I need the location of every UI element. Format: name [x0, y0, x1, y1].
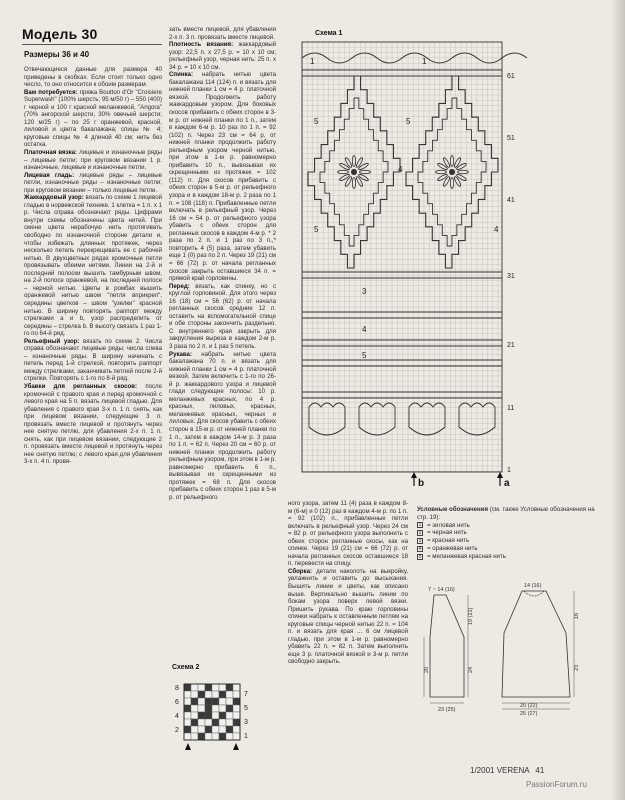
dim-body-bottom: 20 (22)	[520, 703, 538, 709]
legend-item	[417, 545, 602, 553]
scheme2-cell	[191, 691, 198, 698]
scheme2-cell	[219, 726, 226, 733]
scheme2-cell	[184, 712, 191, 719]
scheme2-row-number: 8	[175, 685, 179, 692]
scheme2-cell	[233, 712, 240, 719]
scheme2-cell	[212, 698, 219, 705]
legend-swatch: 3	[418, 538, 422, 545]
scheme2-cell	[226, 726, 233, 733]
scheme1-row-number: 21	[507, 342, 515, 349]
scheme1-flower-center	[351, 169, 357, 175]
paragraph	[169, 41, 276, 71]
sizes-heading: Размеры 36 и 40	[24, 50, 90, 59]
legend-swatch: 1	[418, 522, 422, 529]
scheme2-cell	[226, 719, 233, 726]
scheme2-cell	[184, 726, 191, 733]
scheme1-arrow-head	[497, 472, 503, 478]
scheme1-row-number: 11	[507, 405, 515, 412]
scheme1-color-code: 1	[310, 57, 315, 66]
scheme2-cell	[219, 733, 226, 740]
paragraph	[24, 66, 162, 89]
paragraph-text: зать вместе лицевой, для убавления 2-х п. 3 п. провязать вместе лицевой.	[169, 26, 276, 41]
scheme2-cell	[205, 733, 212, 740]
dim-body-raglan: 16	[574, 612, 580, 619]
scheme1-flower-petal	[436, 170, 447, 173]
scheme2-cell	[219, 691, 226, 698]
scheme1-flower-petal	[355, 176, 363, 187]
scheme2-cell	[205, 726, 212, 733]
paragraph-text: вязать по схеме 2. Числа справа обозначают лицевые ряды; числа слева – изнаночные ряды. В ширину начинать с петель перед 1-й стрелкой, повторять раппорт между стрелками, заканчивать петлей после 2-й стрелки. Повторять с 1-го по 8-й ряд.	[24, 337, 162, 383]
scheme1-flower-petal	[458, 170, 469, 173]
scheme2-cell	[205, 691, 212, 698]
paragraph-text: Отвечающиеся данные для размера 40 приведены в скобках. Если стоит только одно число, то оно относится к обоим размерам.	[24, 66, 162, 89]
legend-subtitle: (см. также Условные обозначения на стр. 19):	[417, 506, 595, 521]
instructions-column-2	[169, 26, 276, 648]
scheme2-cell	[233, 698, 240, 705]
legend-item	[417, 522, 602, 530]
scheme1-color-code: 5	[314, 225, 319, 234]
paragraph-heading: Спинка:	[169, 71, 193, 79]
paragraph	[169, 71, 276, 282]
scheme2-arrow	[233, 743, 239, 750]
scheme2-cell	[184, 733, 191, 740]
scheme2-cell	[198, 726, 205, 733]
scheme1-flower-petal	[442, 176, 450, 187]
paragraph	[24, 172, 162, 195]
scheme2-cell	[212, 691, 219, 698]
scheme2-cell	[198, 712, 205, 719]
paragraph-heading: Убавки для регланных скосов:	[24, 382, 138, 390]
scheme1-row-number: 51	[507, 135, 515, 142]
paragraph-heading: Лицевая гладь:	[24, 171, 75, 179]
legend-label: = зиловая нить	[427, 521, 470, 529]
scheme2-cell	[198, 691, 205, 698]
scheme2-row-number: 3	[244, 719, 248, 726]
legend-label: = оранжевая нить	[427, 544, 478, 552]
scheme2-cell	[233, 691, 240, 698]
dim-sleeve-raglan: 19 (21)	[468, 607, 474, 625]
scheme2-cell	[191, 712, 198, 719]
scheme1-row-number: 61	[507, 73, 515, 80]
scheme1-flower-petal	[450, 178, 453, 189]
paragraph-text: набрать нитью цвета бакалажана 114 (124) п. и вязать для нижней планки 1 см = 4 р. платочной вязкой. Продолжить работу жаккардовым узором. Для боковых скосов прибавить с обеих сторон в 3-м р. от нижней планки по 1 п., затем в каждом 6-м р. 10 раз по 1 п. = 92 (102) п. Через 23 см = 64 р. от нижней планки продолжить работу рельефным узором черной нитью, при этом в 1-м р. равномерно прибавить 10 п., вывязывая их скрещенными из протяжек = 102 (112) п. Для скосов прибавить с обеих сторон в 5-м р. от рельефного узора и в каждом 18-м р. 2 раза по 1 п. = 108 (118) п. Прибавленные петли включать в рельефный узор. Через 16 см = 54 р. от рельефного узора убавить с обеих сторон для регланных скосов в каждом 4-м р. * 2 раза по 2 п. и 1 раз по 3 п.,* повторить 4 (5) раза, затем убавить еще 1 (0) раз по 2 п. Через 19 (21) см = 66 (72) р. от начала регланных скосов закрыть оставшиеся 34 п. = прямой край горловины.	[169, 71, 276, 283]
scheme2-cell	[226, 705, 233, 712]
scheme1-flower-center	[449, 169, 455, 175]
paragraph	[169, 26, 276, 41]
legend	[417, 506, 602, 561]
paragraph	[24, 383, 162, 466]
dim-body-lower: 23	[574, 664, 580, 671]
paragraph-text: жаккардовый узор: 22,5 п. х 27,5 р. = 10 х 10 см; рельефный узор, черная нить: 25 п. х 34 р. = 10 х 10 см.	[169, 41, 276, 71]
scheme1-flower-petal	[450, 156, 453, 167]
scheme2-cell	[198, 705, 205, 712]
scheme2-cell	[226, 684, 233, 691]
paragraph-heading: Вам потребуется:	[24, 88, 78, 96]
legend-item	[417, 529, 602, 537]
paragraph	[288, 500, 408, 568]
scheme2-cell	[233, 705, 240, 712]
dim-sleeve-relief: 24	[468, 666, 474, 673]
scheme2-row-number: 7	[244, 691, 248, 698]
legend-label: = красная нить	[427, 537, 470, 545]
paragraph	[24, 149, 162, 172]
paragraph-text: вязать, как спинку, но с круглой горловиной. Для этого через 16 (18) см = 56 (62) р. от начала регланных скосов средние 12 п. оставить на вспомогательной спице и обе стороны закончить раздельно. С внутреннего края закрыть для закругления выреза в каждом 2-м р. 3 раза по 2 п. и 1 раз 5 петель.	[169, 282, 276, 350]
dim-sleeve-bottom: 23 (25)	[438, 707, 456, 713]
paragraph-text: ного узора, затем 11 (4) раза в каждом 8-м (6-м) и 0 (12) раз в каждом 4-м р. по 1 п. = 92 (102) п., прибавленные петли включать в рельефный узор. Через 24 см = 82 р. от рельефного узора выполнить с обеих сторон регланные скосы, как на спинке. Через 19 (21) см = 66 (72) р. от начала регланных скосов оставшиеся 18 п. перевести на спицу.	[288, 500, 408, 568]
legend-items	[417, 522, 602, 561]
instructions-column-3	[288, 500, 408, 758]
dim-sleeve-lower: 20	[424, 666, 430, 673]
scheme2-cell	[191, 705, 198, 712]
scheme2-cell	[198, 733, 205, 740]
paragraph-text: после кромочной с правого края и перед кромочной с левого края на 5 п. вязать лицевой гладью. Для убавления с правого края 3-х п. 1 п. снять, как при лицевом вязании, следующие 3 п. провязать вместе лицевой и протянуть через нее снятую петлю, для убавления 2-х п. 1 п. снять, как при лицевом вязании, следующие 2 п. провязать вместе лицевой и протянуть через нее снятую петлю; с левого края для убавления 3-х п. 4 п. провя-	[24, 382, 162, 466]
scheme2-cell	[212, 719, 219, 726]
paragraph-heading: Жаккардовый узор:	[24, 194, 84, 202]
scheme2-cell	[212, 705, 219, 712]
paragraph-heading: Платочная вязка:	[24, 149, 78, 157]
scheme1-color-code: 5	[362, 351, 367, 360]
scheme2-cell	[226, 733, 233, 740]
scheme2-cell	[191, 698, 198, 705]
scheme1-color-code: 4	[398, 165, 403, 174]
scheme2-cell	[219, 712, 226, 719]
scheme1-arrow-head	[411, 472, 417, 478]
scheme1-row-number: 1	[507, 467, 511, 474]
scheme2-cell	[205, 712, 212, 719]
scheme2-row-number: 5	[244, 705, 248, 712]
scheme2-cell	[184, 705, 191, 712]
page-number: 41	[535, 766, 545, 775]
dim-body-top: 14 (16)	[524, 583, 542, 589]
scheme2-cell	[226, 712, 233, 719]
scheme2-row-number: 1	[244, 733, 248, 740]
scheme2-cell	[219, 719, 226, 726]
paragraph	[288, 568, 408, 666]
page-footer	[470, 766, 544, 775]
legend-item	[417, 537, 602, 545]
scheme2-cell	[219, 684, 226, 691]
dim-body-bottom-2: 25 (27)	[520, 711, 538, 717]
dim-sleeve-top: 7 ~ 14 (16)	[428, 587, 455, 593]
scheme2-cell	[191, 726, 198, 733]
paragraph-heading: Сборка:	[288, 567, 312, 575]
paragraph	[169, 283, 276, 351]
legend-item	[417, 553, 602, 561]
scheme2-cell	[205, 705, 212, 712]
paragraph-heading: Плотность вязания:	[169, 41, 234, 49]
scheme2-cell	[219, 705, 226, 712]
paragraph-text: лицевые и изнаночные ряды – лицевые петли; при круговом вязании 1 р. изнаночные, лицевые и изнаночные петли.	[24, 149, 162, 172]
scheme2-cell	[205, 719, 212, 726]
paragraph-text: пряжа Boutton d'Or "Croisiere Superwash" (100% шерсть; 95 м/50 г) – 550 (400) г черной и 100 г красной меланжевой, "Angora" (70% ангорской шерсти, 30% овечьей шерсти; 120 м/25 г) – по 25 г оранжевой, красной, лиловой и цвета бакалажана; спицы № 4; круговые спицы № 4 длиной 40 см; нить без остатка.	[24, 88, 162, 149]
paragraph-heading: Рельефный узор:	[24, 337, 80, 345]
scheme1-color-code: 1	[422, 57, 427, 66]
scheme2-cell	[191, 719, 198, 726]
scheme2-cell	[198, 698, 205, 705]
scheme1-flower-petal	[453, 176, 461, 187]
scheme2-cell	[212, 733, 219, 740]
scheme1-color-code: 4	[494, 225, 499, 234]
scheme2-cell	[212, 712, 219, 719]
body-outline	[502, 591, 570, 697]
scheme2-cell	[198, 719, 205, 726]
model-title: Модель 30	[22, 26, 98, 42]
paragraph-text: детали наколоть на выкройку, увлажнить и оставить до высыхания. Вышить линии и цветы, как описано выше. Вертикально вышить линии по бокам узора поверх левой вязки. Пришить рукава. По краю горловины спинки набрать к оставленным петлям на круговые спицы черной нитью 22 п. = 104 п. и вязать для края ... 6 см лицевой гладью, при этом в 1-м р. равномерно убавить 22 п. = 82 п. Затем выполнить еще 3 р. платочной вязкой и 3-м р. петли свободно закрыть.	[288, 567, 408, 666]
legend-swatch: 4	[418, 545, 422, 552]
scheme2-cell	[233, 684, 240, 691]
paragraph	[169, 351, 276, 502]
scheme2-row-number: 4	[175, 713, 179, 720]
scheme2-cell	[226, 698, 233, 705]
watermark: PassionForum.ru	[526, 780, 587, 789]
scheme2-cell	[226, 691, 233, 698]
scheme2-cell	[205, 684, 212, 691]
scheme2-row-number: 6	[175, 699, 179, 706]
scheme2-cell	[191, 733, 198, 740]
scheme1-row-number: 31	[507, 273, 515, 280]
scheme2-cell	[198, 684, 205, 691]
issue-label: 1/2001 VERENA	[470, 766, 530, 775]
paragraph-heading: Перед:	[169, 282, 190, 290]
neckline	[524, 591, 544, 596]
scheme1-color-code: 5	[406, 117, 411, 126]
scheme1-row-number: 41	[507, 197, 515, 204]
scheme1-flower-petal	[344, 176, 352, 187]
scheme2-row-number: 2	[175, 727, 179, 734]
paragraph-text: набрать нитью цвета бакалажана 70 п. и вязать для нижней планки 1 см = 4 р. платочной вязкой. Затем включить с 1-го по 26-й р. жаккардового узора и лицевой глади следующие полосы: 10 р. меланжевых красных, по 4 р. красных, лиловых, красных, меланжевых красных, черных и лиловых. Для скосов убавить с обеих сторон в 15-м р. от нижней планки по 1 п., затем в каждом 14-м р. 3 раза по 1 п. = 62 п. Через 20 см = 60 р. от нижней планки продолжить работу рельефным узором, при этом в 1-м р. равномерно прибавить 6 п., вывязывая их скрещенными из протяжек = 68 п. Для скосов прибавить с обеих сторон 1 раз в 5-м р. от рельефного	[169, 350, 276, 501]
scheme2-label: Схема 2	[172, 664, 200, 671]
scheme2-arrow	[185, 743, 191, 750]
scheme1-arrow-label: a	[504, 478, 510, 489]
scheme2-cell	[233, 719, 240, 726]
scheme2-cell	[233, 726, 240, 733]
legend-swatch: 5	[418, 553, 422, 560]
scheme1-flower-petal	[360, 170, 371, 173]
scheme2-cell	[184, 698, 191, 705]
scheme2-cell	[191, 684, 198, 691]
scheme2-cell	[212, 726, 219, 733]
scheme2-cell	[184, 691, 191, 698]
scheme2-chart	[170, 674, 260, 766]
scheme1-label: Схема 1	[315, 30, 343, 37]
scheme1-chart	[296, 38, 616, 498]
legend-label: = меланжевая красная нить	[427, 552, 506, 560]
scheme1-color-code: 5	[314, 117, 319, 126]
scheme2-cell	[184, 719, 191, 726]
paragraph-text: вязать по схеме 1 лицевой гладью в норвежской технике. 1 клетка = 1 п. х 1 р. Числа справа обозначают ряды. Цифрами внутри схемы обозначены цвета нитей. При смене цвета нерабочую нить протягивать свободно по изнаночной стороне детали и, чтобы избежать длинных протяжек, через несколько петель перекрещивать ее с рабочей нитью. В двухцветных рядах кромочные петли провязывать обеими нитями. Линии на 2-й и последний полоски вышить тамбурным швом, на 2-й полосе оранжевой, на последней полосе – черной нитью. Цветы в ромбах вышить оранжевой нитью швом "петля вприкреп", середины цветков – швом "узелки" красной нитью. В ширину повторять раппорт между стрелками a и b, узор распределить от середины – стрелка b. В высоту связать 1 раз 1-го по 64-й ряд.	[24, 194, 162, 338]
sleeve-outline	[430, 595, 464, 697]
paragraph-text: лицевые ряды – лицевые петли, изнаночные ряды – изнаночные петли; при круговом вязании – только лицевые петли.	[24, 171, 162, 194]
pattern-diagrams	[420, 585, 600, 715]
paragraph-heading: Рукава:	[169, 350, 192, 358]
paragraph	[24, 338, 162, 383]
title-rule	[22, 44, 162, 45]
scheme1-color-code: 3	[362, 287, 367, 296]
scheme1-color-code: 4	[362, 325, 367, 334]
legend-label: = черная нить	[427, 529, 467, 537]
scheme2-cell	[184, 684, 191, 691]
instructions-column-1	[24, 66, 162, 778]
scheme2-cell	[219, 698, 226, 705]
scheme2-cell	[205, 698, 212, 705]
legend-swatch: 2	[418, 530, 422, 537]
scheme1-arrow-label: b	[418, 478, 425, 489]
legend-title: Условные обозначения	[417, 506, 489, 513]
paragraph	[24, 194, 162, 337]
scheme2-cell	[212, 684, 219, 691]
scheme2-cell	[233, 733, 240, 740]
paragraph	[24, 89, 162, 149]
